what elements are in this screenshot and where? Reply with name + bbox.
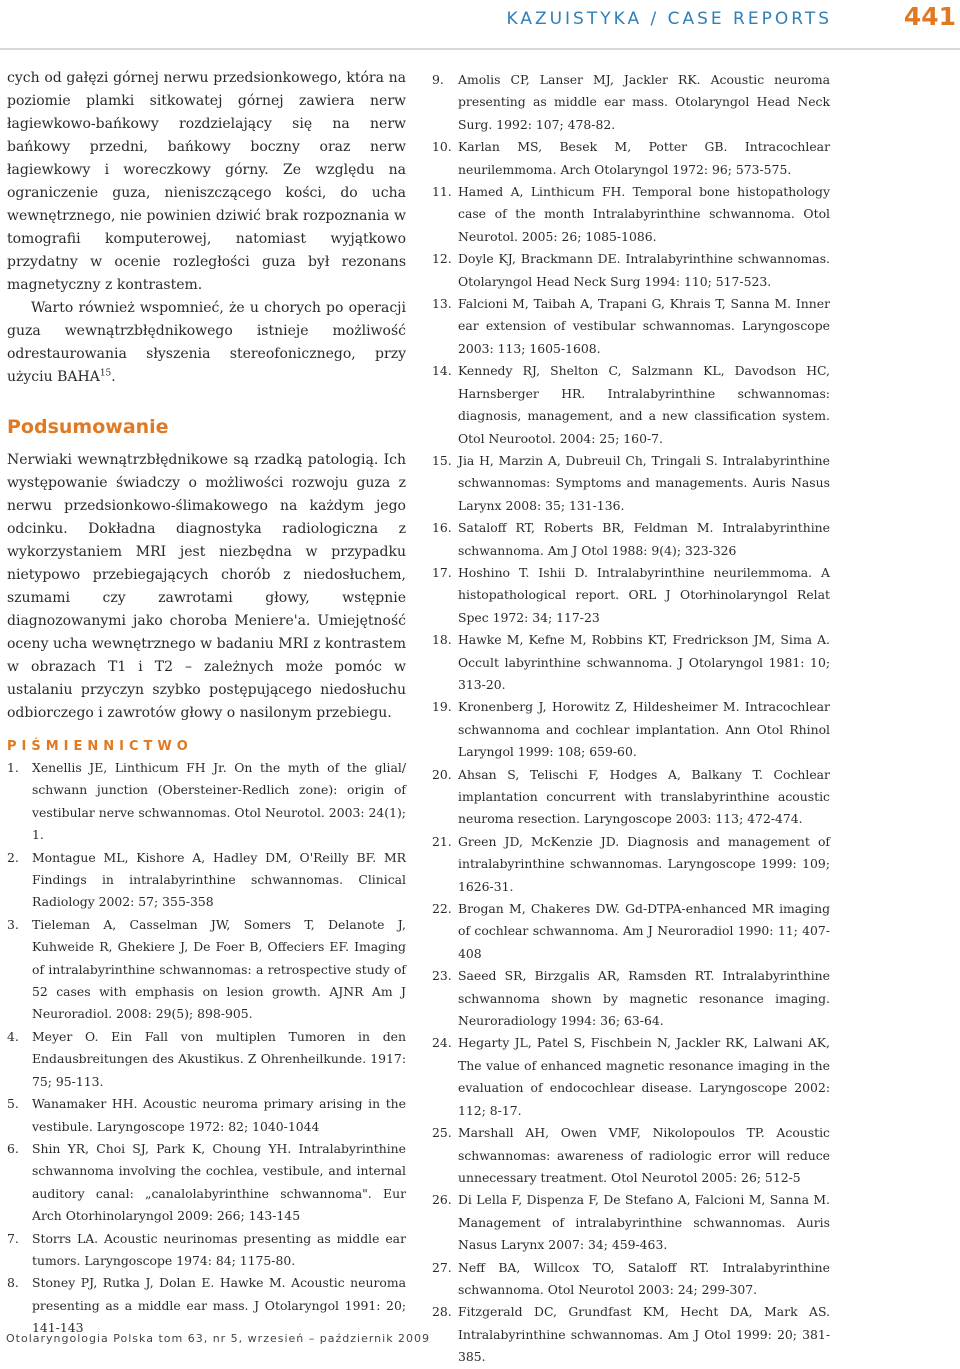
journal-footer: Otolaryngologia Polska tom 63, nr 5, wrzesień – październik 2009 xyxy=(6,1332,431,1345)
reference-number: 16. xyxy=(432,520,452,536)
citation-superscript: 15 xyxy=(99,368,112,379)
reference-text: Hegarty JL, Patel S, Fischbein N, Jackler RK, Lalwani AK, The value of enhanced magnetic resonance imaging in the evaluation of endocochlear disease. Laryngoscope 2002: 112; 8-17. xyxy=(458,1035,830,1118)
reference-text: Di Lella F, Dispenza F, De Stefano A, Falcioni M, Sanna M. Management of intralabyrinthine schwannomas. Auris Nasus Larynx 2007: 34; 459-463. xyxy=(458,1192,830,1253)
reference-text: Doyle KJ, Brackmann DE. Intralabyrinthine schwannomas. Otolaryngol Head Neck Surg 1994: 110; 517-523. xyxy=(458,251,830,289)
reference-number: 27. xyxy=(432,1259,452,1275)
reference-number: 18. xyxy=(432,632,452,648)
summary-paragraph: Nerwiaki wewnątrzbłędnikowe są rzadką patologią. Ich występowanie świadczy o możliwości rozwoju guza z nerwu przedsionkowo-ślimakowego na każdym jego odcinku. Dokładna diagnostyka radiologiczna z wykorzystaniem MRI jest niezbędna w przypadku nietypowo przebiegających chorób z niedosłuchem, szumami czy zawrotami głowy, wstępnie diagnozowanymi jako choroba Meniere'a. Umiejętność oceny ucha wewnętrznego w badaniu MRI z kontrastem w obrazach T1 i T2 – zależnych może pomóc w ustalaniu przyczyn szybko postępującego niedosłuchu odbiorczego i zawrotów głowy o nasilonym przebiegu. xyxy=(7,452,406,721)
reference-item xyxy=(7,1228,406,1273)
reference-item xyxy=(432,764,830,831)
reference-item xyxy=(432,831,830,898)
reference-item xyxy=(432,629,830,696)
reference-number: 8. xyxy=(7,1275,19,1291)
reference-number: 15. xyxy=(432,452,452,468)
reference-text: Shin YR, Choi SJ, Park K, Choung YH. Intralabyrinthine schwannoma involving the cochlea, vestibule, and internal auditory canal: „canalolabyrinthine schwannoma". Eur Arch Otorhinolaryngol 2009: 266; 143-145 xyxy=(32,1140,406,1224)
reference-item xyxy=(7,847,406,914)
reference-item xyxy=(432,293,830,360)
reference-number: 2. xyxy=(7,849,19,865)
reference-item xyxy=(432,1122,830,1189)
reference-item xyxy=(7,914,406,1026)
reference-text: Saeed SR, Birzgalis AR, Ramsden RT. Intralabyrinthine schwannoma shown by magnetic resonance imaging. Neuroradiology 1994: 36; 63-64. xyxy=(458,968,830,1029)
reference-number: 9. xyxy=(432,72,444,87)
reference-item xyxy=(432,360,830,450)
reference-item xyxy=(432,450,830,517)
reference-text: Fitzgerald DC, Grundfast KM, Hecht DA, Mark AS. Intralabyrinthine schwannomas. Am J Otol 1999: 20; 381-385. xyxy=(458,1304,830,1365)
reference-item xyxy=(7,1026,406,1093)
reference-text: Hawke M, Kefne M, Robbins KT, Fredrickson JM, Sima A. Occult labyrinthine schwannoma. J Otolaryngol 1981: 10; 313-20. xyxy=(458,632,830,692)
reference-text: Kronenberg J, Horowitz Z, Hildesheimer M. Intracochlear schwannoma and cochlear implantation. Ann Otol Rhinol Laryngol 1999: 108; 659-60. xyxy=(458,699,830,760)
reference-item xyxy=(7,1093,406,1138)
reference-number: 11. xyxy=(432,184,452,200)
reference-text: Montague ML, Kishore A, Hadley DM, O'Reilly BF. MR Findings in intralabyrinthine schwannomas. Clinical Radiology 2002: 57; 355-358 xyxy=(32,849,406,910)
reference-number: 5. xyxy=(7,1096,19,1112)
reference-number: 4. xyxy=(7,1028,19,1044)
reference-text: Tieleman A, Casselman JW, Somers T, Delanote J, Kuhweide R, Ghekiere J, De Foer B, Offeciers EF. Imaging of intralabyrinthine schwannomas: a retrospective study of 52 cases with emphasis on lesion growth. AJNR Am J Neuroradiol. 2008: 29(5); 898-905. xyxy=(32,916,406,1022)
paragraph-end: . xyxy=(111,369,116,385)
reference-text: Green JD, McKenzie JD. Diagnosis and management of intralabyrinthine schwannomas. Laryngoscope 1999: 109; 1626-31. xyxy=(458,833,830,894)
reference-item xyxy=(432,898,830,965)
reference-text: Meyer O. Ein Fall von multiplen Tumoren in den Endausbreitungen des Akustikus. Z Ohrenheilkunde. 1917: 75; 95-113. xyxy=(32,1028,406,1089)
reference-number: 26. xyxy=(432,1192,452,1208)
reference-text: Stoney PJ, Rutka J, Dolan E. Hawke M. Acoustic neuroma presenting as a middle ear mass. J Otolaryngol 1991: 20; 141-143 xyxy=(32,1275,406,1336)
reference-text: Wanamaker HH. Acoustic neuroma primary arising in the vestibule. Laryngoscope 1972: 82; 1040-1044 xyxy=(32,1096,406,1134)
reference-number: 7. xyxy=(7,1230,19,1246)
page-number: 441 xyxy=(903,2,956,31)
reference-number: 10. xyxy=(432,139,452,155)
reference-text: Storrs LA. Acoustic neurinomas presenting as middle ear tumors. Laryngoscope 1974: 84; 1175-80. xyxy=(32,1230,406,1268)
reference-number: 23. xyxy=(432,968,452,984)
reference-item xyxy=(7,757,406,847)
reference-number: 24. xyxy=(432,1035,452,1051)
body-paragraph xyxy=(7,297,406,389)
reference-text: Kennedy RJ, Shelton C, Salzmann KL, Davodson HC, Harnsberger HR. Intralabyrinthine schwannomas: diagnosis, management, and a new classification system. Otol Neurootol. 2004: 25; 160-7. xyxy=(458,363,830,446)
reference-number: 17. xyxy=(432,564,452,580)
reference-number: 28. xyxy=(432,1304,452,1320)
reference-text: Ahsan S, Telischi F, Hodges A, Balkany T. Cochlear implantation concurrent with translabyrinthine acoustic neuroma resection. Laryngoscope 2003: 113; 472-474. xyxy=(458,766,830,827)
reference-number: 6. xyxy=(7,1140,19,1156)
reference-text: Karlan MS, Besek M, Potter GB. Intracochlear neurilemmoma. Arch Otolaryngol 1972: 96; 573-575. xyxy=(458,139,830,177)
reference-number: 12. xyxy=(432,251,452,267)
reference-item xyxy=(432,248,830,293)
reference-list-left xyxy=(7,757,406,1340)
reference-number: 1. xyxy=(7,760,19,775)
reference-item xyxy=(432,1257,830,1302)
references-heading: PIŚMIENNICTWO xyxy=(7,739,193,754)
reference-text: Hamed A, Linthicum FH. Temporal bone histopathology case of the month Intralabyrinthine schwannoma. Otol Neurotol. 2005: 26; 1085-1086. xyxy=(458,184,830,244)
reference-text: Sataloff RT, Roberts BR, Feldman M. Intralabyrinthine schwannoma. Am J Otol 1988: 9(4); 323-326 xyxy=(458,520,830,558)
section-title: KAZUISTYKA / CASE REPORTS xyxy=(506,9,832,29)
reference-number: 19. xyxy=(432,699,452,715)
reference-list-right xyxy=(432,69,830,1369)
body-paragraph: cych od gałęzi górnej nerwu przedsionkowego, która na poziomie plamki sitkowatej górnej zawiera nerw łagiewkowo-bańkowy rozdzielający się na nerw bańkowy przedni, bańkowy boczny oraz nerw łagiewkowy i woreczkowy górny. Ze względu na ograniczenie guza, nieniszczącego kości, do ucha wewnętrznego, nie powinien dziwić brak rozpoznania w tomografii komputerowej, natomiast wyjątkowo przydatny w ocenie rozległości guza był rezonans magnetyczny z kontrastem. xyxy=(7,70,406,293)
reference-text: Xenellis JE, Linthicum FH Jr. On the myth of the glial/ schwann junction (Obersteiner-Redlich zone): origin of vestibular nerve schwannomas. Otol Neurotol. 2003: 24(1); 1. xyxy=(32,760,406,843)
reference-item xyxy=(432,696,830,763)
reference-text: Neff BA, Willcox TO, Sataloff RT. Intralabyrinthine schwannoma. Otol Neurotol 2003: 24; 299-307. xyxy=(458,1259,830,1297)
reference-text: Falcioni M, Taibah A, Trapani G, Khrais T, Sanna M. Inner ear extension of vestibular schwannomas. Laryngoscope 2003: 113; 1605-1608. xyxy=(458,296,830,356)
reference-number: 3. xyxy=(7,916,19,932)
reference-text: Brogan M, Chakeres DW. Gd-DTPA-enhanced MR imaging of cochlear schwannoma. Am J Neuroradiol 1990: 11; 407-408 xyxy=(458,901,830,961)
reference-number: 22. xyxy=(432,901,452,917)
reference-text: Hoshino T. Ishii D. Intralabyrinthine neurilemmoma. A histopathological report. ORL J Otorhinolaryngol Relat Spec 1972: 34; 117-23 xyxy=(458,564,830,625)
reference-number: 13. xyxy=(432,296,452,312)
reference-text: Marshall AH, Owen VMF, Nikolopoulos TP. Acoustic schwannomas: awareness of radiologic error will reduce unnecessary treatment. Otol Neurotol 2005: 26; 512-5 xyxy=(458,1125,830,1185)
left-column xyxy=(7,67,406,1340)
reference-number: 20. xyxy=(432,766,452,782)
reference-item xyxy=(432,181,830,248)
summary-heading: Podsumowanie xyxy=(7,416,169,438)
reference-text: Amolis CP, Lanser MJ, Jackler RK. Acoustic neuroma presenting as middle ear mass. Otolaryngol Head Neck Surg. 1992: 107; 478-82. xyxy=(458,72,830,132)
reference-item xyxy=(432,517,830,562)
right-column xyxy=(432,69,830,1369)
reference-item xyxy=(432,1189,830,1256)
reference-number: 25. xyxy=(432,1125,452,1141)
reference-item xyxy=(432,1032,830,1122)
page-header xyxy=(0,0,960,50)
reference-number: 21. xyxy=(432,833,452,849)
reference-item xyxy=(432,562,830,629)
reference-item xyxy=(432,1301,830,1368)
reference-item xyxy=(7,1138,406,1228)
reference-number: 14. xyxy=(432,363,452,379)
reference-item xyxy=(432,136,830,181)
reference-item xyxy=(432,965,830,1032)
reference-item xyxy=(7,1272,406,1339)
paragraph-text: Warto również wspomnieć, że u chorych po operacji guza wewnątrzbłędnikowego istnieje możliwość odrestaurowania słyszenia stereofonicznego, przy użyciu BAHA xyxy=(7,300,406,385)
reference-item xyxy=(432,69,830,136)
reference-text: Jia H, Marzin A, Dubreuil Ch, Tringali S. Intralabyrinthine schwannomas: Symptoms and managements. Auris Nasus Larynx 2008: 35; 131-136. xyxy=(458,452,830,513)
